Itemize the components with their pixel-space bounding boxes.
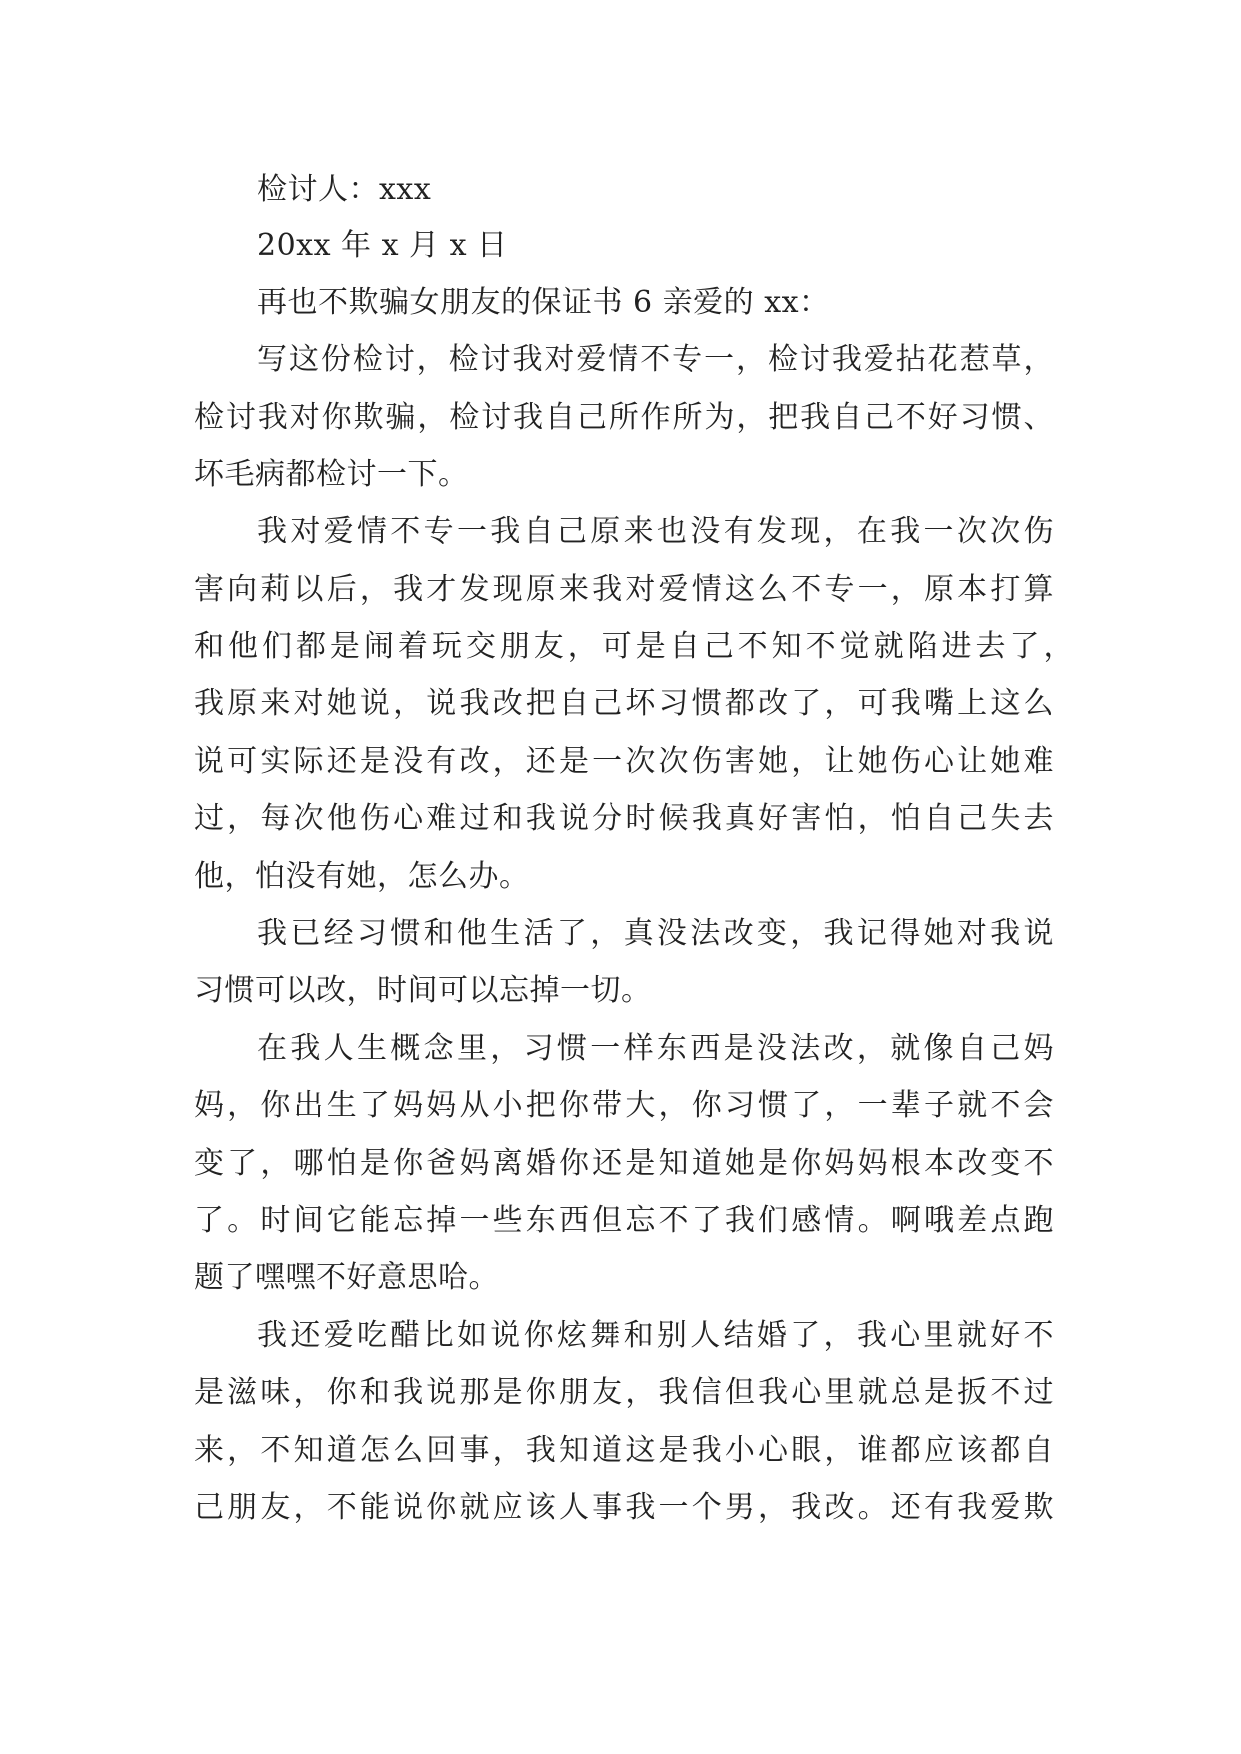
text-line: 说可实际还是没有改，还是一次次伤害她，让她伤心让她难: [194, 744, 1054, 779]
text-line: 害向莉以后，我才发现原来我对爱情这么不专一，原本打算: [194, 572, 1054, 607]
text-line: 过，每次他伤心难过和我说分时候我真好害怕，怕自己失去: [194, 801, 1054, 836]
text-line: 他，怕没有她，怎么办。: [194, 859, 530, 894]
text-line: 是滋味，你和我说那是你朋友，我信但我心里就总是扳不过: [194, 1375, 1054, 1410]
text-line: 坏毛病都检讨一下。: [194, 457, 469, 492]
text-line: 在我人生概念里，习惯一样东西是没法改，就像自己妈: [257, 1031, 1054, 1066]
date-line: 20xx 年 x 月 x 日: [257, 228, 508, 263]
text-line: 变了，哪怕是你爸妈离婚你还是知道她是你妈妈根本改变不: [194, 1146, 1054, 1181]
text-line: 我原来对她说，说我改把自己坏习惯都改了，可我嘴上这么: [194, 686, 1054, 721]
text-line: 我对爱情不专一我自己原来也没有发现，在我一次次伤: [257, 514, 1054, 549]
signer-line: 检讨人：xxx: [257, 172, 432, 207]
text-line: 和他们都是闹着玩交朋友，可是自己不知不觉就陷进去了，: [194, 629, 1074, 664]
text-line: 我还爱吃醋比如说你炫舞和别人结婚了，我心里就好不: [257, 1318, 1054, 1353]
text-line: 检讨我对你欺骗，检讨我自己所作所为，把我自己不好习惯、: [194, 400, 1054, 435]
text-line: 我已经习惯和他生活了，真没法改变，我记得她对我说: [257, 916, 1054, 951]
text-line: 写这份检讨，检讨我对爱情不专一，检讨我爱拈花惹草，: [257, 342, 1054, 377]
text-line: 题了嘿嘿不好意思哈。: [194, 1260, 499, 1295]
title-salutation: 再也不欺骗女朋友的保证书 6 亲爱的 xx：: [257, 285, 830, 320]
text-line: 妈，你出生了妈妈从小把你带大，你习惯了，一辈子就不会: [194, 1088, 1054, 1123]
text-line: 来，不知道怎么回事，我知道这是我小心眼，谁都应该都自: [194, 1433, 1054, 1468]
text-line: 己朋友，不能说你就应该人事我一个男，我改。还有我爱欺: [194, 1490, 1054, 1525]
text-line: 习惯可以改，时间可以忘掉一切。: [194, 973, 652, 1008]
text-line: 了。时间它能忘掉一些东西但忘不了我们感情。啊哦差点跑: [194, 1203, 1054, 1238]
